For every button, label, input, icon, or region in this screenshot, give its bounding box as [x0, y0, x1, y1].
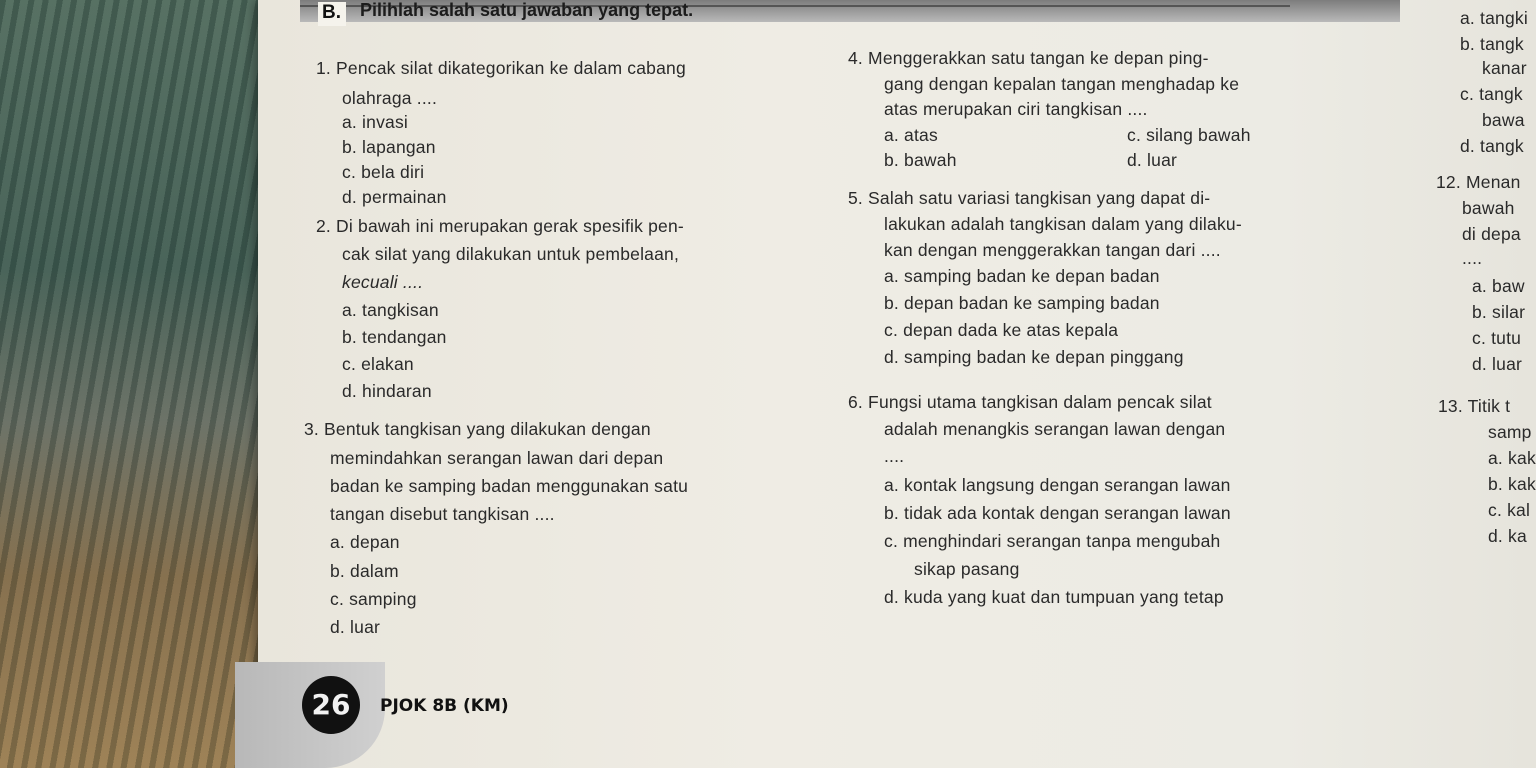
instruction-text: Pilihlah salah satu jawaban yang tepat. — [360, 0, 694, 20]
q3-line-3: badan ke samping badan menggunakan satu — [330, 476, 689, 496]
q3-option-d: d. luar — [330, 617, 381, 637]
background-surface — [0, 0, 300, 768]
right-fragment-11: a. baw — [1472, 276, 1525, 296]
q2-option-a: a. tangkisan — [342, 300, 439, 320]
q5-line-2: lakukan adalah tangkisan dalam yang dilaku- — [884, 214, 1242, 234]
q5-option-d: d. samping badan ke depan pinggang — [884, 347, 1184, 367]
q2-option-c: c. elakan — [342, 354, 414, 374]
q5-option-a: a. samping badan ke depan badan — [884, 266, 1160, 286]
right-fragment-10: .... — [1462, 248, 1483, 268]
right-fragment-1: a. tangki — [1460, 8, 1528, 28]
q1-line-1: 1. Pencak silat dikategorikan ke dalam cabang — [316, 58, 686, 78]
q2-line-2: cak silat yang dilakukan untuk pembelaan, — [342, 244, 680, 264]
q6-option-d: d. kuda yang kuat dan tumpuan yang tetap — [884, 587, 1224, 607]
q5-option-c: c. depan dada ke atas kepala — [884, 320, 1119, 340]
book-title: PJOK 8B (KM) — [380, 696, 509, 716]
right-fragment-5: bawa — [1482, 110, 1525, 130]
q4-option-d: d. luar — [1127, 150, 1178, 170]
right-fragment-6: d. tangk — [1460, 136, 1524, 156]
q3-line-2: memindahkan serangan lawan dari depan — [330, 448, 664, 468]
q3-option-b: b. dalam — [330, 561, 399, 581]
q6-line-2: adalah menangkis serangan lawan dengan — [884, 419, 1226, 439]
right-fragment-9: di depa — [1462, 224, 1521, 244]
q5-option-b: b. depan badan ke samping badan — [884, 293, 1160, 313]
right-fragment-2: b. tangk — [1460, 34, 1524, 54]
q6-option-c: c. menghindari serangan tanpa mengubah — [884, 531, 1221, 551]
q1-option-c: c. bela diri — [342, 162, 425, 182]
q6-option-a: a. kontak langsung dengan serangan lawan — [884, 475, 1231, 495]
q1-option-b: b. lapangan — [342, 137, 436, 157]
q2-option-d: d. hindaran — [342, 381, 432, 401]
q4-option-a: a. atas — [884, 125, 938, 145]
right-fragment-3: kanar — [1482, 58, 1527, 78]
q5-line-1: 5. Salah satu variasi tangkisan yang dapat di- — [848, 188, 1211, 208]
q4-line-3: atas merupakan ciri tangkisan .... — [884, 99, 1148, 119]
right-fragment-12: b. silar — [1472, 302, 1526, 322]
right-fragment-14: d. luar — [1472, 354, 1523, 374]
q3-option-a: a. depan — [330, 532, 400, 552]
right-fragment-17: a. kak — [1488, 448, 1536, 468]
q6-option-b: b. tidak ada kontak dengan serangan lawan — [884, 503, 1231, 523]
section-letter: B. — [322, 2, 341, 23]
right-fragment-16: samp — [1488, 422, 1532, 442]
q1-option-d: d. permainan — [342, 187, 447, 207]
right-fragment-13: c. tutu — [1472, 328, 1522, 348]
right-fragment-8: bawah — [1462, 198, 1515, 218]
q6-line-1: 6. Fungsi utama tangkisan dalam pencak silat — [848, 392, 1212, 412]
right-fragment-20: d. ka — [1488, 526, 1527, 546]
q3-line-4: tangan disebut tangkisan .... — [330, 504, 555, 524]
q2-option-b: b. tendangan — [342, 327, 447, 347]
q4-line-2: gang dengan kepalan tangan menghadap ke — [884, 74, 1240, 94]
q4-option-c: c. silang bawah — [1127, 125, 1251, 145]
q1-option-a: a. invasi — [342, 112, 408, 132]
right-fragment-19: c. kal — [1488, 500, 1531, 520]
q3-line-1: 3. Bentuk tangkisan yang dilakukan dengan — [304, 419, 651, 439]
right-fragment-18: b. kak — [1488, 474, 1536, 494]
q1-line-2: olahraga .... — [342, 88, 438, 108]
q6-line-3: .... — [884, 446, 905, 466]
right-fragment-4: c. tangk — [1460, 84, 1523, 104]
page-number: 26 — [302, 676, 360, 734]
q6-option-c-cont: sikap pasang — [914, 559, 1020, 579]
right-fragment-15: 13. Titik t — [1438, 396, 1511, 416]
q2-line-1: 2. Di bawah ini merupakan gerak spesifik pen- — [316, 216, 684, 236]
q4-line-1: 4. Menggerakkan satu tangan ke depan ping- — [848, 48, 1209, 68]
q3-option-c: c. samping — [330, 589, 417, 609]
q4-option-b: b. bawah — [884, 150, 957, 170]
q2-line-3: kecuali .... — [342, 272, 424, 292]
right-fragment-7: 12. Menan — [1436, 172, 1521, 192]
q5-line-3: kan dengan menggerakkan tangan dari .... — [884, 240, 1221, 260]
